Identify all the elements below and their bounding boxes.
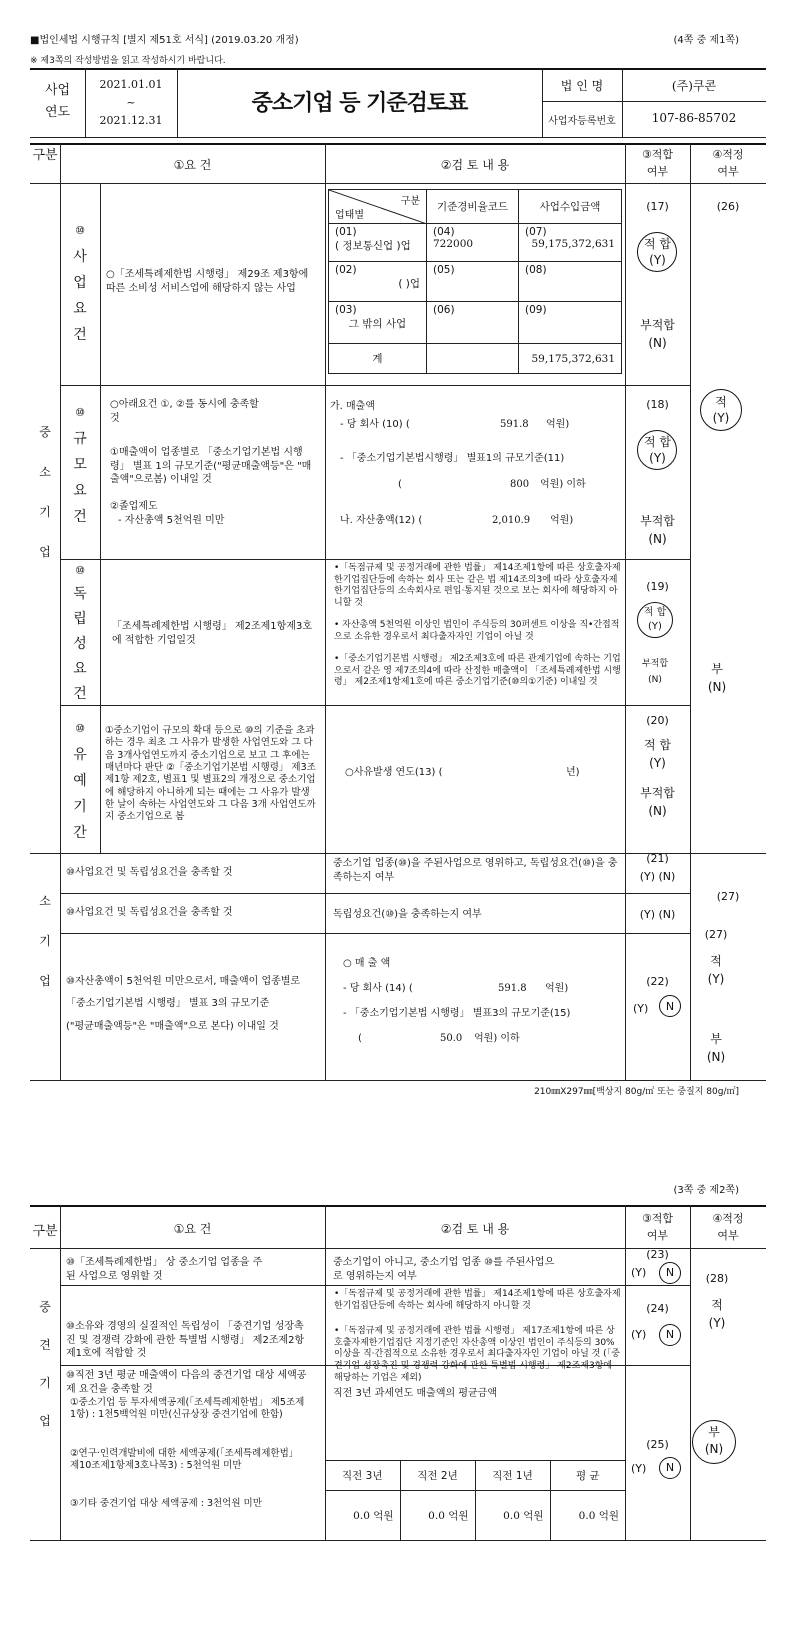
fiscal-year-label: 사업 연도 <box>44 83 71 120</box>
biz-no: 107-86-85702 <box>651 111 737 125</box>
r105a-requirement: ⑩사업요건 및 독립성요건을 충족할 것 <box>66 867 233 878</box>
r102-fit-no: 부적합 (N) <box>640 514 675 546</box>
r104-requirement: ①중소기업이 규모의 확대 등으로 ⑩의 기준을 초과하는 경우 최초 그 사유가 발생한 사업연도와 그 다음 3개사업연도까지 중소기업으로 보고 그 후에는 매년마다 판단 ②「중소기업기본법 시행령」 제3조제1항 제2호, 별표1 및 별표2의 개정으로 중소기업에 해당하지 아니하게 되는 때에는 그 사유가 발생한 날이 속하는 사업연도와 그 다음 3개 사업연도까지 중소기업으로 봄 <box>105 725 316 823</box>
writing-note: ※ 제3쪽의 작성방법을 읽고 작성하시기 바랍니다. <box>30 56 226 66</box>
small-eligible-number-a: (27) <box>716 890 740 903</box>
r103-fit-no: 부적합 (N) <box>641 659 669 685</box>
r103-fit-number: (19) <box>646 580 669 593</box>
r106-rev-standard: - 「중소기업기본법 시행령」 별표3의 규모기준(15) <box>343 1008 571 1019</box>
r104-vertical-label: ⑩ 유 예 기 간 <box>73 722 87 841</box>
r109-req-1: ⑩직전 3년 평균 매출액이 다음의 중견기업 대상 세액공제 요건을 충족할 것 <box>66 1370 307 1395</box>
p2-col-review: ②검 토 내 용 <box>440 1222 510 1236</box>
r101-fit-number: (17) <box>646 200 669 213</box>
r109-fit-number: (25) <box>646 1438 669 1451</box>
small-eligible-yes: 적 (Y) <box>707 954 725 986</box>
p2-col-fit: ③적합 여부 <box>641 1212 674 1242</box>
page-indicator: (4쪽 중 제1쪽) <box>673 35 739 46</box>
r105b-requirement: ⑩사업요건 및 독립성요건을 충족할 것 <box>66 907 233 918</box>
small-eligible-no: 부 (N) <box>706 1032 726 1064</box>
r101-fit-yes: 적 합 (Y) <box>644 237 671 267</box>
col-eligible: ④적정 여부 <box>712 148 744 178</box>
r106-fit-no: N <box>665 1000 675 1013</box>
r102-rev-standard: - 「중소기업기본법시행령」 별표1의 규모기준(11) <box>340 453 565 464</box>
r102-rev-standard-unit: 억원) 이하 <box>540 479 586 490</box>
r106-rev-company-value: 591.8 <box>498 983 527 994</box>
r102-vertical-label: ⑩ 규 모 요 건 <box>73 406 87 525</box>
r108-requirement: ⑩소유와 경영의 실질적인 독립성이 「중견기업 성장촉진 및 경쟁력 강화에 관한 특별법 시행령」 제2조제2항제1호에 적합할 것 <box>66 1321 305 1359</box>
r102-req-main: ○아래요건 ①, ②를 동시에 충족할 것 <box>110 399 259 424</box>
r103-vertical-label: ⑩ 독 립 성 요 건 <box>73 564 87 702</box>
r109-fit-yes: (Y) <box>631 1462 647 1475</box>
r103-rev-3: •「중소기업기본법 시행령」 제2조제3호에 따른 관계기업에 속하는 기업으로서 같은 영 제7조의4에 따라 산정한 매출액이 「조세특례제한법 시행령」 제2조제1항제1호에 따른 중소기업기준(⑩의①기준) 이내일 것 <box>334 654 621 688</box>
r102-rev-standard-value: 800 <box>510 479 530 490</box>
corp-name: (주)쿠콘 <box>671 79 717 93</box>
r106-rev-standard-open: ( <box>358 1033 362 1044</box>
paper-spec: 210㎜X297㎜[백상지 80g/㎡ 또는 중질지 80g/㎡] <box>534 1087 739 1097</box>
r106-rev-standard-unit: 억원) 이하 <box>474 1033 520 1044</box>
r102-rev-company: - 당 회사 (10) ( <box>340 419 410 430</box>
r108-fit-number: (24) <box>646 1302 669 1315</box>
r106-rev-company: - 당 회사 (14) ( <box>343 983 413 994</box>
r102-rev-asset-value: 2,010.9 <box>492 515 531 526</box>
r101-vertical-label: ⑩ 사 업 요 건 <box>73 224 87 343</box>
r105b-review: 독립성요건(⑩)을 충족하는지 여부 <box>333 909 482 920</box>
r102-fit-yes: 적 합 (Y) <box>644 435 671 465</box>
r102-rev-company-unit: 억원) <box>546 419 570 430</box>
mid-eligible-yes: 적 (Y) <box>708 1298 726 1330</box>
page2-indicator: (3쪽 중 제2쪽) <box>673 1185 739 1196</box>
r109-fit-no: N <box>665 1461 675 1474</box>
r108-rev-1: •「독점규제 및 공정거래에 관한 법률」 제14조제1항에 따른 상호출자제한기업집단등에 속하는 회사에 해당하지 아니할 것 <box>334 1289 621 1311</box>
r108-fit-yes: (Y) <box>631 1328 647 1341</box>
r105a-review: 중소기업 업종(⑩)을 주된사업으로 영위하고, 독립성요건(⑩)을 충족하는지 여부 <box>333 858 618 883</box>
biz-no-label: 사업자등록번호 <box>548 116 616 127</box>
r107-requirement: ⑩「조세특례제한법」 상 중소기업 업종을 주된 사업으로 영위할 것 <box>66 1257 263 1282</box>
r105a-fit-number: (21) <box>646 852 669 865</box>
r106-fit-number: (22) <box>646 975 669 988</box>
r109-req-4: ③기타 중견기업 대상 세액공제 : 3천억원 미만 <box>70 1498 262 1509</box>
p2-col-eligible: ④적정 여부 <box>712 1212 744 1242</box>
r104-fit-no: 부적합 (N) <box>640 786 675 818</box>
r109-req-2: ①중소기업 등 투자세액공제(「조세특례제한법」 제5조제1항) : 1천5백억원 미만(신규상장 중견기업에 한함) <box>70 1397 305 1421</box>
r102-rev-company-value: 591.8 <box>500 419 529 430</box>
r103-requirement: 「조세특례제한법 시행령」 제2조제1항제3호에 적합한 기업일것 <box>112 621 313 646</box>
r104-review: ○사유발생 연도(13) ( <box>345 767 443 778</box>
r107-review: 중소기업이 아니고, 중소기업 업종 ⑩를 주된사업으로 영위하는지 여부 <box>333 1257 555 1282</box>
r101-requirement: ○「조세특례제한법 시행령」 제29조 제3항에 따른 소비성 서비스업에 해당하지 않는 사업 <box>106 269 309 294</box>
corp-name-label: 법 인 명 <box>560 79 604 93</box>
r103-fit-yes: 적 합 (Y) <box>643 607 667 632</box>
r103-rev-2: • 자산총액 5천억원 이상인 법인이 주식등의 30퍼센트 이상을 직•간접적으로 소유한 경우로서 최다출자자인 기업이 아닐 것 <box>334 620 620 642</box>
r109-review-title: 직전 3년 과세연도 매출액의 평균금액 <box>333 1388 497 1399</box>
form-reference: ■법인세법 시행규칙 [별지 제51호 서식] (2019.03.20 개정) <box>30 35 299 46</box>
mid-eligible-no: 부 (N) <box>704 1425 724 1456</box>
r106-rev-sales: ○ 매 출 액 <box>343 958 391 969</box>
r108-fit-no: N <box>665 1328 675 1341</box>
p2-col-requirement: ①요 건 <box>173 1222 212 1236</box>
r102-req-sales: ①매출액이 업종별로 「중소기업기본법 시행령」 별표 1의 규모기준("평균매출액등"은 "매출액"으로봄) 이내일 것 <box>110 447 312 485</box>
fiscal-period: 2021.01.01 ~ 2021.12.31 <box>99 78 163 127</box>
col-review: ②검 토 내 용 <box>440 158 510 172</box>
r106-req-3: ("평균매출액등"은 "매출액"으로 본다) 이내일 것 <box>66 1021 279 1032</box>
r109-req-3: ②연구·인력개발비에 대한 세액공제(「조세특례제한법」 제10조제1항제3호나목3) : 5천억원 미만 <box>70 1448 299 1472</box>
r102-req-asset: - 자산총액 5천억원 미만 <box>118 515 225 526</box>
section-label-mid: 중 견 기 업 <box>39 1300 51 1428</box>
r107-fit-no: N <box>665 1266 675 1279</box>
r106-req-1: ⑩자산총액이 5천억원 미만으로서, 매출액이 업종별로 <box>66 976 301 987</box>
r102-req-graduation: ②졸업제도 <box>110 501 158 512</box>
r106-req-2: 「중소기업기본법 시행령」 별표 3의 규모기준 <box>66 998 270 1009</box>
r102-rev-asset: 나. 자산총액(12) ( <box>340 515 423 526</box>
small-eligible-number: (27) <box>704 928 728 941</box>
sme-eligible-no: 부 (N) <box>707 662 727 694</box>
r106-fit-yes: (Y) <box>633 1002 649 1015</box>
r105b-fit: (Y) (N) <box>639 908 676 921</box>
p2-col-category: 구분 <box>32 1224 58 1239</box>
page-title: 중소기업 등 기준검토표 <box>251 91 468 116</box>
r102-fit-number: (18) <box>646 398 669 411</box>
r104-fit-number: (20) <box>646 714 669 727</box>
r101-fit-no: 부적합 (N) <box>640 318 675 350</box>
r105a-fit: (Y) (N) <box>639 870 676 883</box>
r103-rev-1: •「독점규제 및 공정거래에 관한 법률」 제14조제1항에 따른 상호출자제한기업집단등에 속하는 회사 또는 같은 법 제14조의3에 따라 상호출자제한기업집단등의 소속회사로 편입·통지된 것으로 보는 회사에 해당하지 아니할 것 <box>334 563 621 609</box>
r101-industry-table: 구분 업태별 기준경비율코드 사업수입금액 (01) ( 정보통신업 )업 (04) 722000 (07) 59,175,372,631 (02) ( )업 (05) (08) (03) 그 밖의 사업 (06) (09) 계 59,175,372,631 <box>328 189 622 374</box>
section-label-sme: 중 소 기 업 <box>39 425 51 559</box>
r106-rev-standard-value: 50.0 <box>440 1033 463 1044</box>
sme-eligible-yes: 적 (Y) <box>712 395 730 425</box>
r106-rev-company-unit: 억원) <box>545 983 569 994</box>
r104-fit-yes: 적 합 (Y) <box>644 738 671 770</box>
r107-fit-number: (23) <box>646 1248 669 1261</box>
col-category: 구분 <box>32 148 58 163</box>
r102-rev-standard-open: ( <box>398 479 402 490</box>
col-requirement: ①요 건 <box>173 158 212 172</box>
section-label-small: 소 기 업 <box>39 894 51 988</box>
r104-review-end: 년) <box>566 767 580 778</box>
sme-eligible-number: (26) <box>716 200 740 213</box>
r102-rev-asset-unit: 억원) <box>550 515 574 526</box>
mid-eligible-number: (28) <box>705 1272 729 1285</box>
col-fit: ③적합 여부 <box>641 148 674 178</box>
r102-rev-sales: 가. 매출액 <box>330 401 375 412</box>
r108-rev-2: •「독점규제 및 공정거래에 관한 법률 시행령」 제17조제1항에 따른 상호출자제한기업집단 지정기준인 자산총액 이상인 법인이 주식등의 30%이상을 직·간접적으로 소유한 경우로서 최다출자자인 기업이 아닐 것 (「중견기업 성장촉진 및 경쟁력 강화에 관한 특별법 시행령」 제2조제3항에 해당하는 기업은 제외) <box>334 1326 620 1383</box>
r107-fit-yes: (Y) <box>631 1266 647 1279</box>
r109-sales-table: 직전 3년 직전 2년 직전 1년 평 균 0.0 억원 0.0 억원 0.0 억원 0.0 억원 <box>325 1460 625 1541</box>
